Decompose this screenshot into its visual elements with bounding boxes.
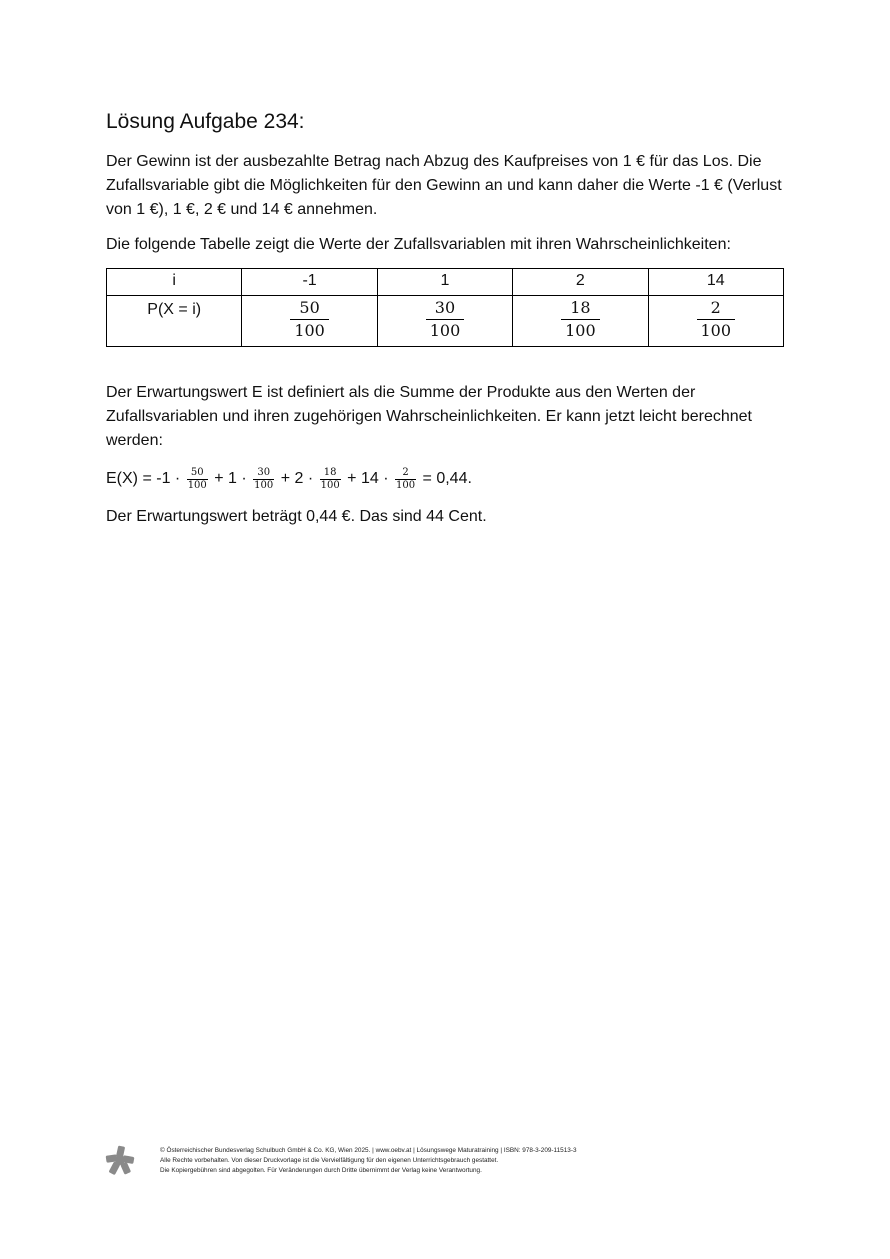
- publisher-logo-icon: [104, 1144, 136, 1176]
- footer-legal-text: [160, 1146, 577, 1176]
- solution-content: [106, 108, 786, 540]
- table-probability-cell: [513, 296, 648, 347]
- solution-heading: Lösung Aufgabe 234:: [106, 110, 305, 133]
- fraction: [253, 467, 274, 492]
- formula-lhs: E(X) = -1 ·: [106, 470, 181, 487]
- fraction-numerator: 18: [570, 298, 591, 317]
- probability-table: [106, 268, 784, 347]
- fraction-numerator: 2: [710, 298, 721, 317]
- table-value-cell: -1: [242, 269, 377, 296]
- expectation-paragraph: Der Erwartungswert E ist definiert als die Summe der Produkte aus den Werten der Zufallsvariablen und ihren zugehörigen Wahrscheinlichkeiten. Er kann jetzt leicht berechnet werden:: [106, 384, 752, 449]
- fraction-numerator: 50: [299, 298, 320, 317]
- fraction-denominator: 100: [294, 321, 325, 340]
- footer-line: © Österreichischer Bundesverlag Schulbuch GmbH & Co. KG, Wien 2025. | www.oebv.at | Lösungswege Maturatraining | ISBN: 978-3-209-11513-3: [160, 1147, 577, 1154]
- table-row-values: [107, 269, 784, 296]
- table-header-label: i: [107, 269, 242, 296]
- fraction-numerator: 50: [190, 467, 204, 479]
- fraction: [561, 297, 600, 342]
- fraction: [697, 297, 736, 342]
- fraction-denominator: 100: [254, 480, 274, 492]
- expectation-formula: [106, 464, 786, 494]
- fraction: [187, 467, 208, 492]
- fraction-numerator: 2: [402, 467, 409, 479]
- table-probability-cell: [648, 296, 783, 347]
- formula-result: = 0,44.: [422, 470, 472, 487]
- table-value-cell: 1: [377, 269, 512, 296]
- formula-term: + 1 ·: [214, 470, 247, 487]
- fraction-denominator: 100: [187, 480, 207, 492]
- fraction-denominator: 100: [700, 321, 732, 340]
- table-intro-paragraph: Die folgende Tabelle zeigt die Werte der Zufallsvariablen mit ihren Wahrscheinlichkeiten:: [106, 236, 731, 253]
- fraction: [290, 297, 329, 342]
- footer-line: Die Kopiergebühren sind abgegolten. Für Veränderungen durch Dritte übernimmt der Verlag keine Verantwortung.: [160, 1167, 482, 1174]
- fraction: [395, 467, 416, 492]
- formula-term: + 2 ·: [280, 470, 314, 487]
- conclusion-paragraph: Der Erwartungswert beträgt 0,44 €. Das sind 44 Cent.: [106, 508, 487, 525]
- fraction-numerator: 30: [434, 298, 456, 317]
- fraction-denominator: 100: [565, 321, 596, 340]
- fraction-denominator: 100: [395, 480, 416, 492]
- fraction-numerator: 30: [257, 467, 271, 479]
- table-probability-cell: [242, 296, 377, 347]
- table-value-cell: 2: [513, 269, 648, 296]
- page-footer: [104, 1144, 804, 1184]
- table-value-cell: 14: [648, 269, 783, 296]
- intro-paragraph: Der Gewinn ist der ausbezahlte Betrag nach Abzug des Kaufpreises von 1 € für das Los. Die Zufallsvariable gibt die Möglichkeiten für den Gewinn an und kann daher die Werte -1 € (Verlust von 1 €), 1 €, 2 € und 14 € annehmen.: [106, 153, 782, 218]
- table-row-probabilities: [107, 296, 784, 347]
- table-probability-cell: [377, 296, 512, 347]
- fraction: [320, 467, 341, 492]
- fraction-denominator: 100: [320, 480, 340, 492]
- formula-term: + 14 ·: [347, 470, 389, 487]
- fraction-numerator: 18: [323, 467, 337, 479]
- fraction: [426, 297, 465, 342]
- fraction-denominator: 100: [429, 321, 461, 340]
- footer-line: Alle Rechte vorbehalten. Von dieser Druckvorlage ist die Vervielfältigung für den eigenen Unterrichtsgebrauch gestattet.: [160, 1157, 499, 1164]
- table-row-label: P(X = i): [107, 296, 242, 347]
